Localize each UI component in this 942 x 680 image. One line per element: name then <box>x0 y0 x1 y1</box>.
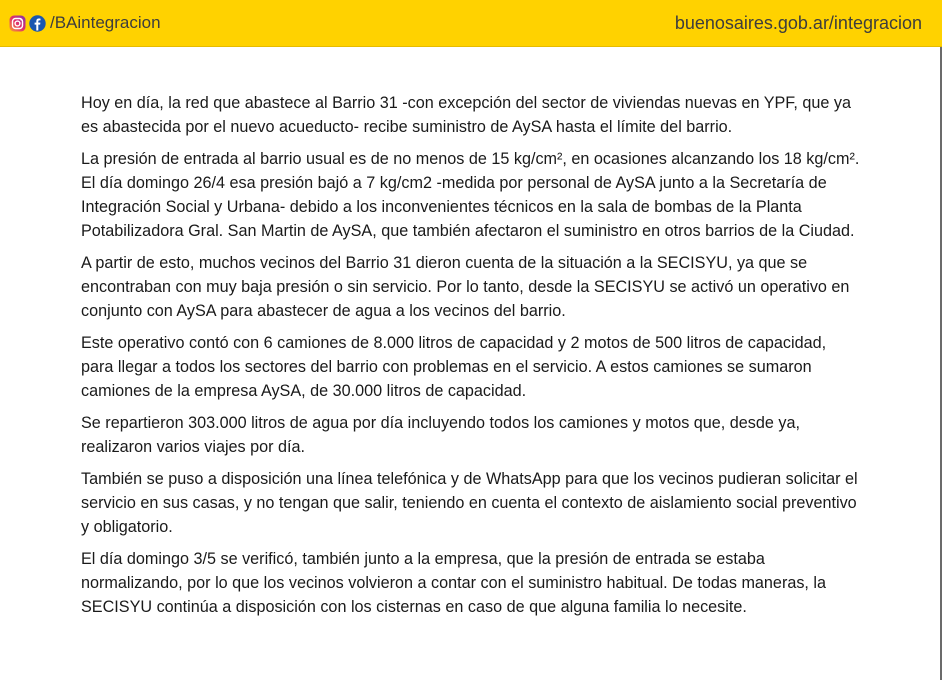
site-url-link[interactable]: buenosaires.gob.ar/integracion <box>674 13 922 33</box>
paragraph-7: El día domingo 3/5 se verificó, también junto a la empresa, que la presión de entrada se estaba normalizando, por lo que los vecinos volvieron a contar con el suministro habitual. De todas maneras, la SECISYU continúa a disposición con los cisternas en caso de que alguna familia lo necesite. <box>81 550 827 616</box>
facebook-icon[interactable] <box>29 15 46 32</box>
instagram-icon[interactable] <box>9 15 26 32</box>
paragraph-4: Este operativo contó con 6 camiones de 8.000 litros de capacidad y 2 motos de 500 litros de capacidad, para llegar a todos los sectores del barrio con problemas en el servicio. A estos camiones se sumaron camiones de la empresa AySA, de 30.000 litros de capacidad. <box>81 334 827 400</box>
paragraph-1: Hoy en día, la red que abastece al Barrio 31 -con excepción del sector de viviendas nuevas en YPF, que ya es abastecida por el nuevo acueducto- recibe suministro de AySA hasta el límite del barrio. <box>81 94 851 136</box>
social-links <box>9 13 161 33</box>
social-handle[interactable]: /BAintegracion <box>50 13 161 32</box>
paragraph-2: La presión de entrada al barrio usual es de no menos de 15 kg/cm², en ocasiones alcanzando los 18 kg/cm². El día domingo 26/4 esa presión bajó a 7 kg/cm2 -medida por personal de AySA junto a la Secretaría de Integración Social y Urbana- debido a los inconvenientes técnicos en la sala de bombas de la Planta Potabilizadora Gral. San Martin de AySA, que también afectaron el suministro en otros barrios de la Ciudad. <box>81 150 860 240</box>
paragraph-6: También se puso a disposición una línea telefónica y de WhatsApp para que los vecinos pudieran solicitar el servicio en sus casas, y no tengan que salir, teniendo en cuenta el contexto de aislamiento social preventivo y obligatorio. <box>81 470 858 536</box>
paragraph-3: A partir de esto, muchos vecinos del Barrio 31 dieron cuenta de la situación a la SECISYU, ya que se encontraban con muy baja presión o sin servicio. Por lo tanto, desde la SECISYU se activó un operativo en conjunto con AySA para abastecer de agua a los vecinos del barrio. <box>81 254 850 320</box>
paragraph-5: Se repartieron 303.000 litros de agua por día incluyendo todos los camiones y motos que, desde ya, realizaron varios viajes por día. <box>81 414 800 456</box>
article-body <box>81 91 861 627</box>
header-bar <box>0 0 942 47</box>
